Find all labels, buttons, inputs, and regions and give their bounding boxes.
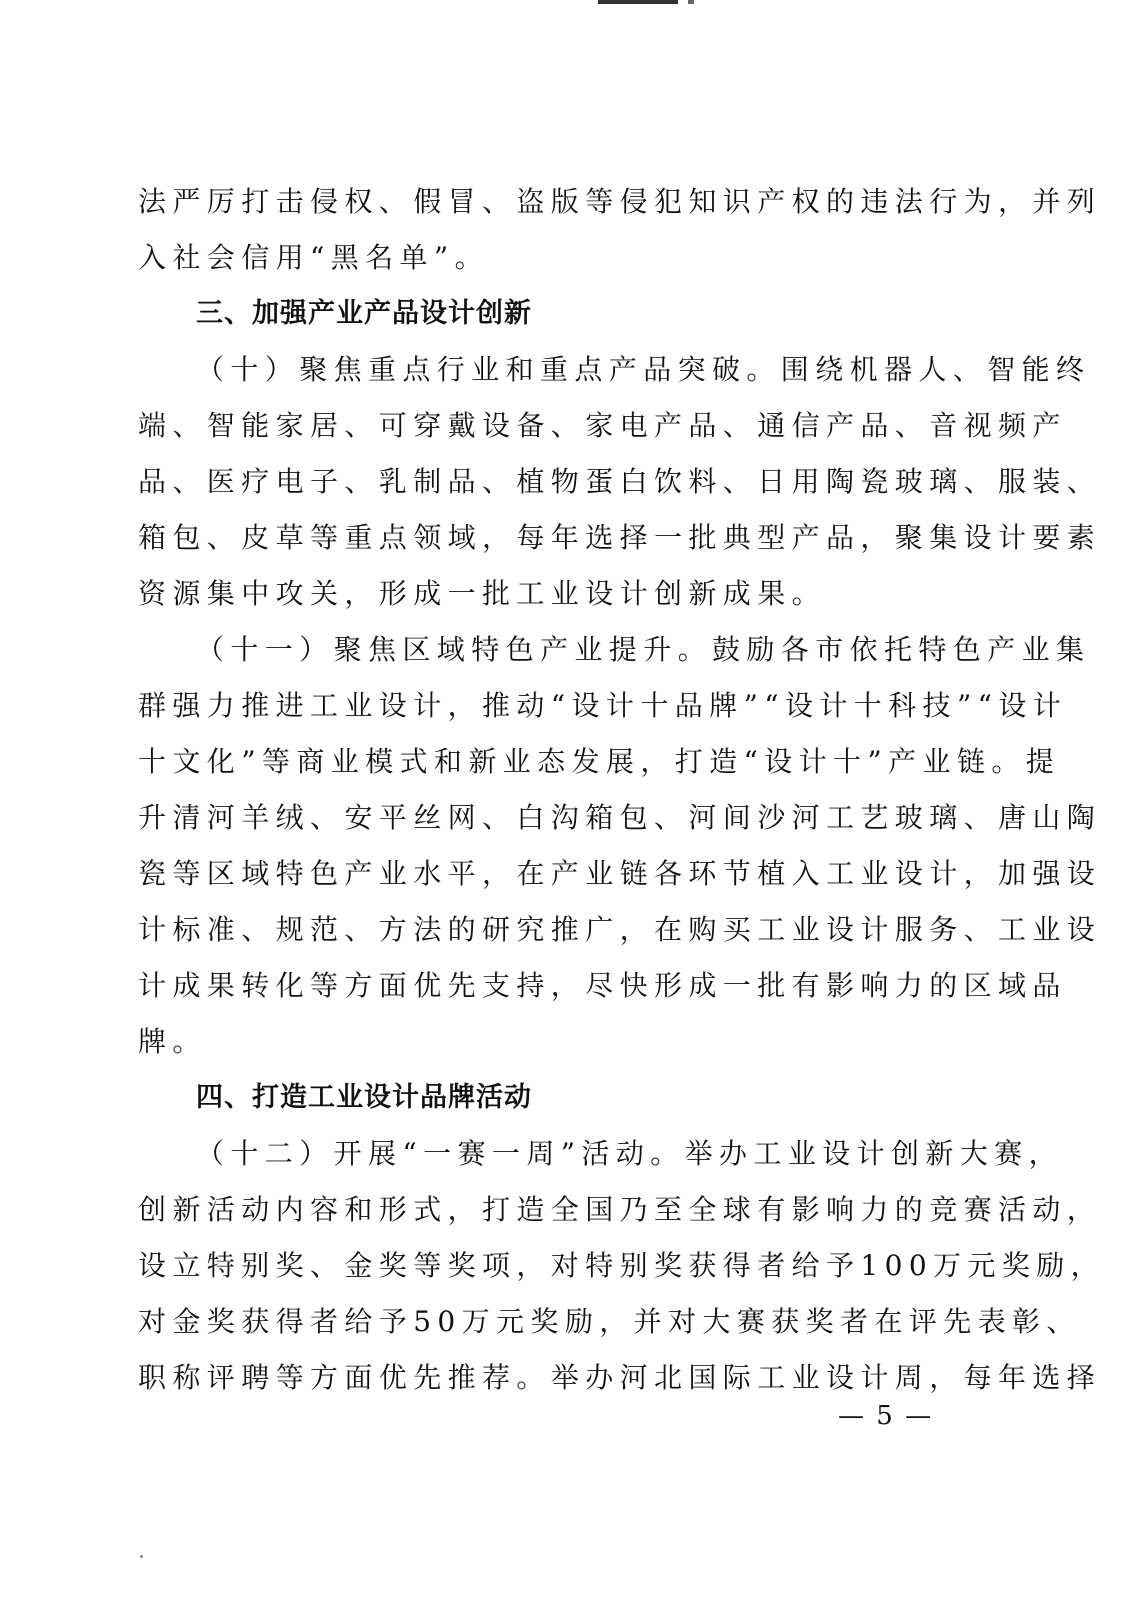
text-line: 牌。: [138, 1025, 207, 1058]
top-scan-dot: [688, 0, 694, 4]
text-line: 资源集中攻关，形成一批工业设计创新成果。: [138, 577, 827, 610]
text-line: 计成果转化等方面优先支持，尽快形成一批有影响力的区域品: [138, 969, 1067, 1002]
text-line: 瓷等区域特色产业水平，在产业链各环节植入工业设计，加强设: [138, 857, 1102, 890]
text-line: 职称评聘等方面优先推荐。举办河北国际工业设计周，每年选择: [138, 1361, 1102, 1394]
top-scan-mark: [598, 0, 678, 4]
section-heading-4: 四、打造工业设计品牌活动: [196, 1082, 532, 1113]
text-line: 对金奖获得者给予50万元奖励，并对大赛获奖者在评先表彰、: [138, 1305, 1081, 1338]
text-line: 品、医疗电子、乳制品、植物蛋白饮料、日用陶瓷玻璃、服装、: [138, 465, 1102, 498]
text-line: 入社会信用“黑名单”。: [138, 241, 490, 274]
text-line: 箱包、皮草等重点领域，每年选择一批典型产品，聚集设计要素: [138, 521, 1102, 554]
scan-speck: [140, 1555, 143, 1558]
paragraph-start-10: （十）聚焦重点行业和重点产品突破。围绕机器人、智能终: [196, 353, 1091, 386]
text-line: 端、智能家居、可穿戴设备、家电产品、通信产品、音视频产: [138, 409, 1067, 442]
page-number: — 5 —: [838, 1401, 934, 1431]
text-line: 计标准、规范、方法的研究推广，在购买工业设计服务、工业设: [138, 913, 1102, 946]
text-line: 法严厉打击侵权、假冒、盗版等侵犯知识产权的违法行为，并列: [138, 185, 1102, 218]
text-line: 十文化”等商业模式和新业态发展，打造“设计十”产业链。提: [138, 745, 1061, 778]
section-heading-3: 三、加强产业产品设计创新: [196, 298, 532, 329]
text-line: 群强力推进工业设计，推动“设计十品牌”“设计十科技”“设计: [138, 689, 1068, 722]
text-line: 设立特别奖、金奖等奖项，对特别奖获得者给予100万元奖励，: [138, 1249, 1106, 1282]
text-line: 升清河羊绒、安平丝网、白沟箱包、河间沙河工艺玻璃、唐山陶: [138, 801, 1102, 834]
paragraph-start-11: （十一）聚焦区域特色产业提升。鼓励各市依托特色产业集: [196, 633, 1091, 666]
paragraph-start-12: （十二）开展“一赛一周”活动。举办工业设计创新大赛，: [196, 1137, 1064, 1170]
text-line: 创新活动内容和形式，打造全国乃至全球有影响力的竞赛活动，: [138, 1193, 1102, 1226]
